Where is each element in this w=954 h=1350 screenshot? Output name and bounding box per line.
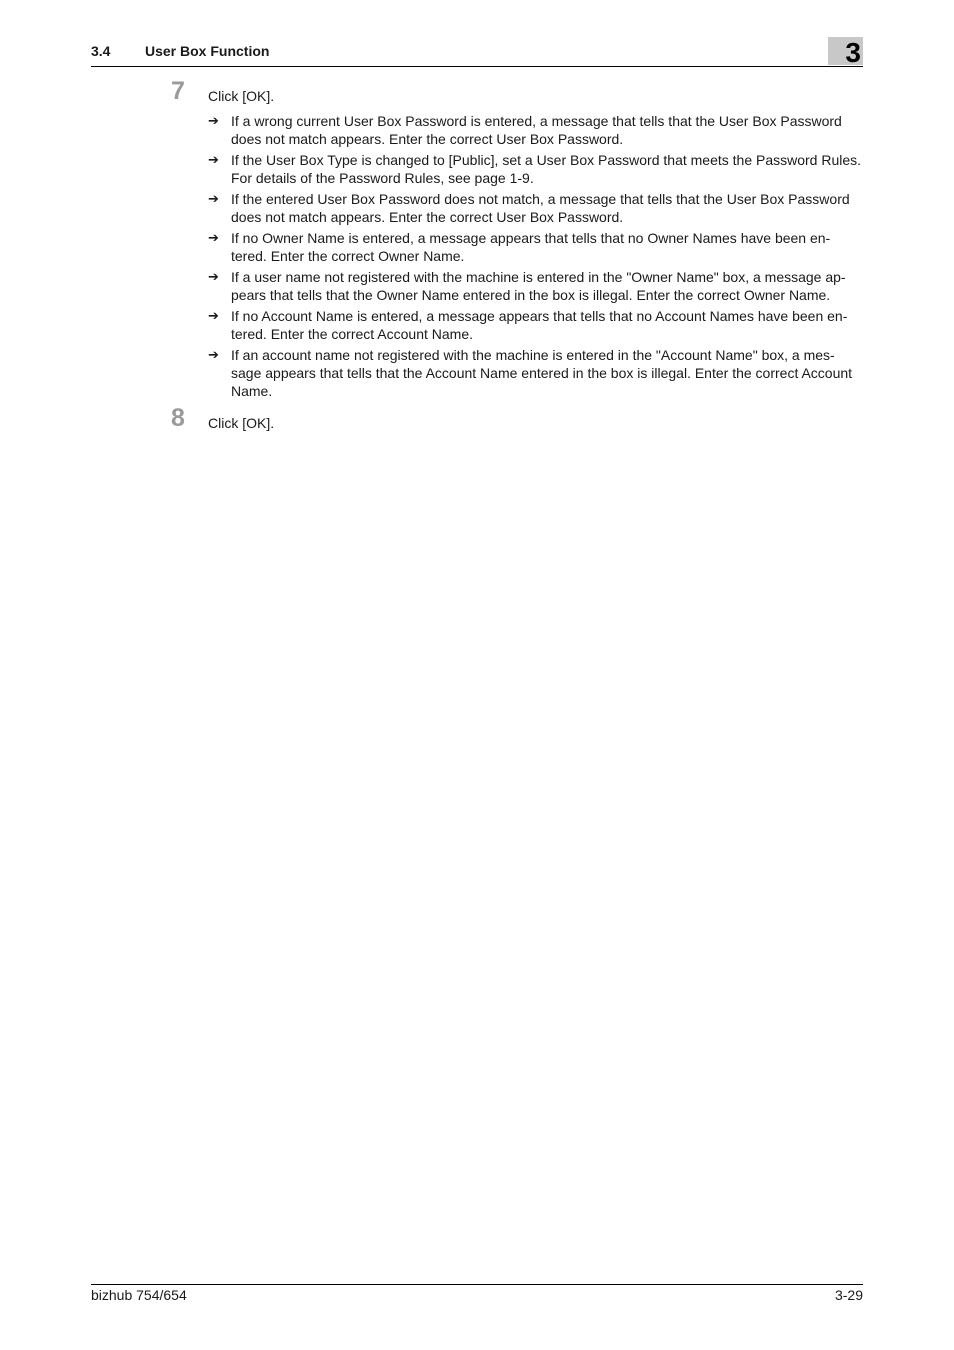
section-title: User Box Function	[145, 43, 270, 59]
step-number: 8	[171, 404, 185, 432]
list-item: ➔ If no Account Name is entered, a message appears that tells that no Account Names have been en-tered. Enter the correct Account Name.	[208, 308, 848, 342]
step-7-notes	[208, 112, 863, 403]
page-number: 3-29	[834, 1287, 863, 1303]
list-item: ➔ If a user name not registered with the machine is entered in the "Owner Name" box, a message ap-pears that tells that the Owner Name entered in the box is illegal. Enter the correct Owner Name.	[208, 269, 846, 303]
chapter-number: 3	[845, 37, 861, 68]
step-number: 7	[171, 77, 185, 105]
step-instruction: Click [OK].	[208, 88, 275, 104]
arrow-right-icon: ➔	[208, 269, 219, 284]
arrow-right-icon: ➔	[208, 152, 219, 167]
arrow-right-icon: ➔	[208, 191, 219, 206]
arrow-right-icon: ➔	[208, 230, 219, 245]
list-item: ➔ If the entered User Box Password does not match, a message that tells that the User Box Password does not match appears. Enter the correct User Box Password.	[208, 191, 850, 225]
page-footer	[91, 1284, 863, 1309]
page-header	[91, 37, 863, 68]
arrow-right-icon: ➔	[208, 113, 219, 128]
arrow-right-icon: ➔	[208, 347, 219, 362]
list-item: ➔ If the User Box Type is changed to [Public], set a User Box Password that meets the Password Rules. For details of the Password Rules, see page 1-9.	[208, 152, 862, 186]
arrow-right-icon: ➔	[208, 308, 219, 323]
list-item: ➔ If a wrong current User Box Password is entered, a message that tells that the User Box Password does not match appears. Enter the correct User Box Password.	[208, 113, 842, 147]
step-instruction: Click [OK].	[208, 415, 275, 431]
section-number: 3.4	[91, 43, 111, 59]
list-item: ➔ If an account name not registered with the machine is entered in the "Account Name" box, a mes-sage appears that tells that the Account Name entered in the box is illegal. Enter the correct Account Name.	[208, 347, 853, 399]
product-name: bizhub 754/654	[91, 1287, 187, 1303]
list-item: ➔ If no Owner Name is entered, a message appears that tells that no Owner Names have been en-tered. Enter the correct Owner Name.	[208, 230, 831, 264]
